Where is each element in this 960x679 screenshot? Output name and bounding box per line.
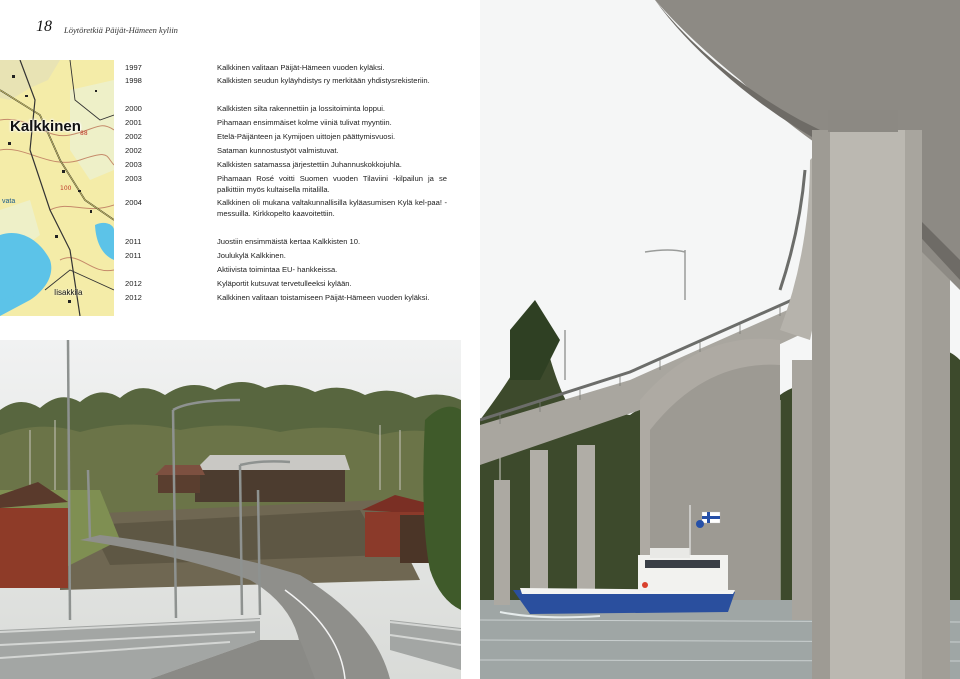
timeline-year: 2011 [125, 251, 142, 260]
timeline-text: Kalkkinen valitaan Päijät-Hämeen vuoden kyläksi. [217, 63, 385, 72]
timeline-year: 2012 [125, 279, 142, 288]
page-number: 18 [36, 18, 52, 35]
timeline-year: 2002 [125, 132, 142, 141]
timeline-year: 2002 [125, 146, 142, 155]
timeline-year: 2011 [125, 237, 142, 246]
timeline-text: Aktiivista toimintaa EU- hankkeissa. [217, 265, 338, 274]
timeline-year: 2003 [125, 160, 142, 169]
map-label-iisakkila: Iisakkila [54, 288, 83, 297]
timeline-text: Pihamaan Rosé voitti Suomen vuoden Tilaviini -kilpailun ja se palkittiin myös kultaisella mitalilla. [217, 174, 447, 194]
timeline-text: Pihamaan ensimmäiset kolme viiniä tulivat myyntiin. [217, 118, 392, 127]
timeline-text: Kalkkinen oli mukana valtakunnallisilla kyläasumisen Kylä kel-paa! -messuilla. Kirkkopelto kaavoitettiin. [217, 198, 447, 218]
running-title: Löytöretkiä Päijät-Hämeen kyliin [64, 25, 178, 35]
timeline-year: 1998 [125, 76, 142, 85]
timeline-text: Juostiin ensimmäistä kertaa Kalkkisten 10. [217, 237, 361, 246]
timeline-text: Kalkkisten satamassa järjestettiin Juhannuskokkojuhla. [217, 160, 402, 169]
svg-text:100: 100 [60, 185, 72, 192]
bridge-photo [480, 0, 960, 679]
timeline-text: Kalkkisten silta rakennettiin ja lossitoiminta loppui. [217, 104, 385, 113]
timeline-year: 2012 [125, 293, 142, 302]
map-label-water: vata [2, 198, 16, 205]
svg-text:88: 88 [80, 130, 88, 137]
timeline-text: Sataman kunnostustyöt valmistuvat. [217, 146, 339, 155]
timeline-text: Etelä-Päijänteen ja Kymijoen uittojen päättymisvuosi. [217, 132, 396, 141]
timeline-text: Joulukylä Kalkkinen. [217, 251, 286, 260]
timeline-year: 2000 [125, 104, 142, 113]
timeline-year: 2003 [125, 174, 142, 183]
timeline-year: 1997 [125, 63, 142, 72]
timeline-text: Kalkkisten seudun kyläyhdistys ry merkitään yhdistysrekisteriin. [217, 76, 430, 85]
timeline-text: Kalkkinen valitaan toistamiseen Päijät-Hämeen vuoden kyläksi. [217, 293, 430, 302]
timeline-text: Kyläportit kutsuvat tervetulleeksi kylään. [217, 279, 352, 288]
timeline-year: 2001 [125, 118, 142, 127]
village-road-photo [0, 340, 461, 679]
map-excerpt [0, 60, 114, 316]
timeline-year: 2004 [125, 198, 142, 207]
map-label-kalkkinen: Kalkkinen [10, 118, 81, 135]
